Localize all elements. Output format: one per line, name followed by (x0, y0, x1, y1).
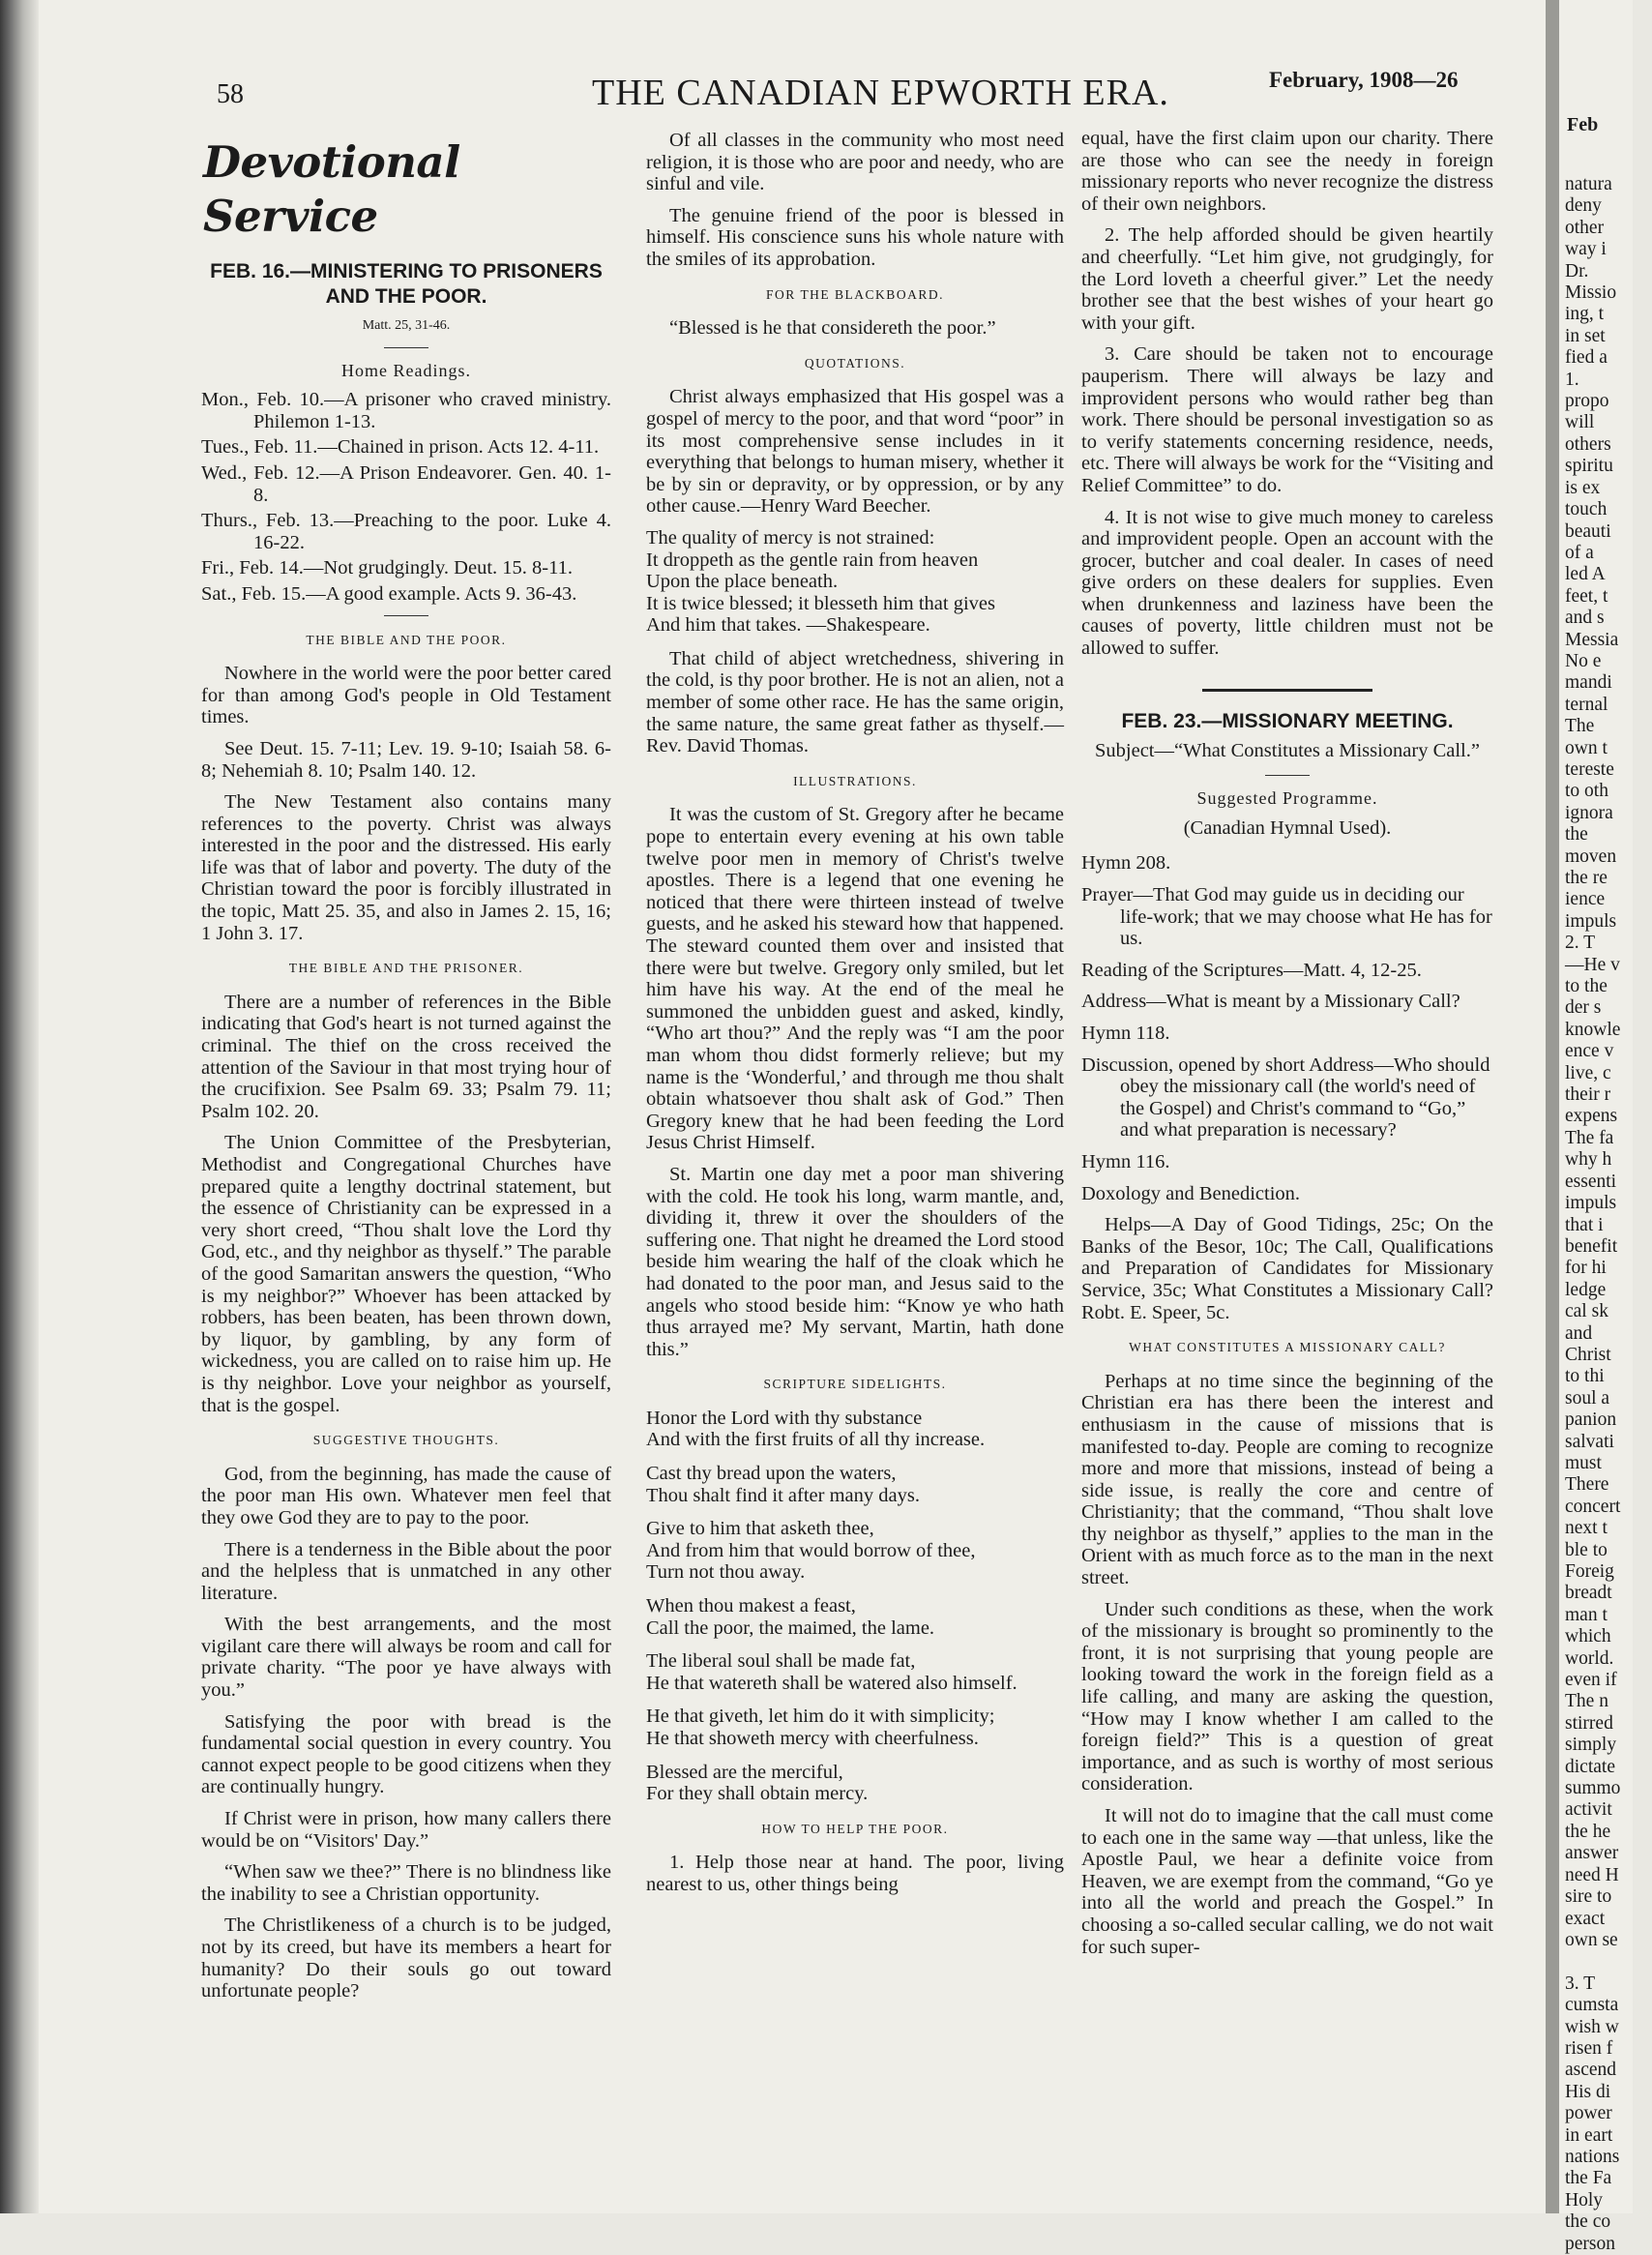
adjacent-line-fragment: essenti (1565, 1171, 1617, 1192)
subhead-what-constitutes: WHAT CONSTITUTES A MISSIONARY CALL? (1129, 1340, 1446, 1355)
paragraph: If Christ were in prison, how many callers there would be on “Visitors' Day.” (201, 1808, 611, 1852)
adjacent-line-fragment: cal sk (1565, 1301, 1608, 1322)
paragraph: The genuine friend of the poor is blessed in himself. His conscience suns his whole nature with the smiles of its approbation. (646, 204, 1064, 270)
adjacent-line-fragment: fied a (1565, 347, 1608, 369)
paragraph: It was the custom of St. Gregory after he became pope to entertain every evening at his own table twelve poor men in memory of Christ's twelve apostles. There is a legend that one evening he noticed that there were thirteen instead of twelve guests, and he asked his steward how that happened. The steward counted them over and insisted that there were but twelve. Gregory only smiled, but let him have his way. At the end of the meal he summoned the unbidden guest and asked, kindly, “Who art thou?” And the reply was “I am the poor man whom thou didst formerly relieve; but my name is the ‘Wonderful,’ and through me thou shalt obtain whatsoever thou shalt ask of God.” Then Gregory knew that he had been feeding the Lord Jesus Christ Himself. (646, 804, 1064, 1154)
programme-title: Suggested Programme. (1196, 788, 1378, 809)
adjacent-line-fragment: led A (1565, 564, 1606, 585)
subhead-quotations: QUOTATIONS. (804, 355, 906, 371)
adjacent-line-fragment: their r (1565, 1084, 1611, 1106)
adjacent-line-fragment: expens (1565, 1106, 1618, 1127)
adjacent-line-fragment: the he (1565, 1821, 1611, 1842)
verse-line: He that giveth, let him do it with simplicity; (646, 1706, 995, 1728)
paragraph: St. Martin one day met a poor man shivering with the cold. He took his long, warm mantle, and, dividing it, threw it over the shoulders of the suffering one. That night he dreamed the Lord stood beside him wearing the half of the cloak which he had donated to the poor man, and Jesus said to the angels who stood beside him: “Know ye who hath thus arrayed me? My servant, Martin, hath done this.” (646, 1163, 1064, 1360)
paragraph: With the best arrangements, and the most vigilant care there will always be room and call for private charity. “The poor ye have always with you.” (201, 1614, 611, 1702)
subhead-bible-prisoner: THE BIBLE AND THE PRISONER. (288, 961, 524, 976)
reading-item: Thurs., Feb. 13.—Preaching to the poor. Luke 4. 16-22. (201, 510, 611, 553)
lesson-heading: FEB. 16.—MINISTERING TO PRISONERS AND THE POOR. (210, 260, 603, 308)
programme-list (1081, 852, 1493, 1204)
section-title: Devotional Service (203, 136, 460, 242)
adjacent-line-fragment: tereste (1565, 758, 1614, 780)
adjacent-line-fragment: and (1565, 1322, 1593, 1344)
paragraph: Satisfying the poor with bread is the fundamental social question in every country. You cannot expect people to be good citizens when they are continually hungry. (201, 1710, 611, 1798)
paragraph: The New Testament also contains many references to the poverty. Christ was always interested in the poor and the distressed. His early life was that of labor and poverty. The duty of the Christian toward the poor is forcibly illustrated in the topic, Matt 25. 35, and also in James 2. 15, 16; 1 John 3. 17. (201, 791, 611, 944)
adjacent-line-fragment: own t (1565, 737, 1608, 758)
paragraph: Under such conditions as these, when the work of the missionary is brought so prominently to the front, it is not surprising that young people are looking toward the work in the foreign field as a life calling, and many are asking the question, “How may I know whether I am called to the foreign field?” This is a question of great importance, and as such is worthy of most serious consideration. (1081, 1598, 1493, 1795)
poem-line: The quality of mercy is not strained: (646, 526, 935, 549)
lesson-reference: Matt. 25, 31-46. (362, 318, 451, 333)
verse-line: The liberal soul shall be made fat, (646, 1650, 916, 1673)
book-binding-shadow (0, 0, 39, 2213)
paragraph: equal, have the first claim upon our charity. There are those who can see the needy in foreign missionary reports who never recognize the distress of their own neighbors. (1081, 128, 1493, 215)
poem-line: It is twice blessed; it blesseth him that gives (646, 592, 995, 614)
adjacent-line-fragment: own se (1565, 1929, 1618, 1950)
paragraph: God, from the beginning, has made the cause of the poor man His own. Whatever men feel that they owe God they are to pay to the poor. (201, 1463, 611, 1528)
adjacent-line-fragment: The fa (1565, 1127, 1614, 1148)
paragraph: 4. It is not wise to give much money to careless and improvident people. Open an account with the grocer, butcher and coal dealer. In cases of need give orders on these dealers for supplies. Even when drunkenness and laziness have been the causes of poverty, little children must not be allowed to suffer. (1081, 506, 1493, 660)
short-rule (1265, 775, 1310, 776)
adjacent-line-fragment: 3. T (1565, 1973, 1596, 1994)
adjacent-line-fragment: cumsta (1565, 1995, 1619, 2016)
adjacent-line-fragment: power (1565, 2103, 1612, 2124)
home-readings-title: Home Readings. (341, 360, 471, 380)
programme-item: Prayer—That God may guide us in deciding our life-work; that we may choose what He has for us. (1081, 884, 1492, 950)
helps-paragraph: Helps—A Day of Good Tidings, 25c; On the Banks of the Besor, 10c; The Call, Qualifications and Preparation of Candidates for Missionary Service, 35c; What Constitutes a Missionary Call? Robt. E. Speer, 5c. (1081, 1214, 1493, 1323)
page-header (0, 68, 1546, 116)
adjacent-line-fragment: exact (1565, 1908, 1606, 1929)
adjacent-line-fragment: sire to (1565, 1886, 1612, 1908)
paragraph: 3. Care should be taken not to encourage pauperism. There will always be lazy and improvident persons who would rather beg than work. There should be personal investigation so as to verify statements concerning residence, needs, etc. There will always be work for the “Visiting and Relief Committee” to do. (1081, 343, 1493, 496)
section-divider (1202, 689, 1372, 692)
column-1 (201, 130, 611, 2012)
verse-line: Thou shalt find it after many days. (646, 1484, 920, 1506)
adjacent-line-fragment: why h (1565, 1149, 1612, 1171)
adjacent-line-fragment: ternal (1565, 694, 1608, 715)
verse-line: Cast thy bread upon the waters, (646, 1463, 897, 1485)
adjacent-line-fragment: beauti (1565, 520, 1611, 542)
adjacent-line-fragment: No e (1565, 650, 1602, 671)
adjacent-line-fragment: answer (1565, 1843, 1619, 1864)
subhead-illustrations: ILLUSTRATIONS. (793, 773, 917, 788)
adjacent-line-fragment: impuls (1565, 910, 1617, 932)
adjacent-line-fragment: moven (1565, 846, 1617, 867)
adjacent-line-fragment: wish w (1565, 2016, 1619, 2037)
adjacent-line-fragment: in eart (1565, 2124, 1613, 2146)
adjacent-line-fragment: risen f (1565, 2037, 1613, 2059)
adjacent-line-fragment: soul a (1565, 1387, 1610, 1409)
adjacent-line-fragment: There (1565, 1474, 1609, 1496)
adjacent-line-fragment: Messia (1565, 629, 1619, 650)
programme-item: Discussion, opened by short Address—Who should obey the missionary call (the world's need of the Gospel) and Christ's command to “Go,” and what preparation is necessary? (1081, 1053, 1490, 1142)
reading-item: Wed., Feb. 12.—A Prison Endeavorer. Gen. 40. 1-8. (201, 461, 611, 506)
adjacent-line-fragment: Missio (1565, 282, 1617, 304)
adjacent-line-fragment: The n (1565, 1691, 1608, 1712)
adjacent-line-fragment: dictate (1565, 1756, 1615, 1777)
subhead-help-poor: HOW TO HELP THE POOR. (761, 1821, 949, 1836)
adjacent-line-fragment: ience (1565, 889, 1606, 910)
page-gutter (1546, 0, 1559, 2213)
adjacent-line-fragment: Foreig (1565, 1561, 1614, 1582)
adjacent-text-fragments (1565, 174, 1652, 2255)
adjacent-line-fragment: of a (1565, 542, 1594, 563)
programme-item: Reading of the Scriptures—Matt. 4, 12-25. (1081, 959, 1422, 981)
adjacent-line-fragment: the (1565, 824, 1588, 846)
adjacent-line-fragment: must (1565, 1452, 1602, 1473)
adjacent-line-fragment: will (1565, 412, 1595, 433)
adjacent-line-fragment: and s (1565, 608, 1605, 629)
adjacent-line-fragment: simply (1565, 1735, 1617, 1756)
home-readings-list (201, 389, 611, 605)
programme-note: (Canadian Hymnal Used). (1183, 816, 1392, 839)
adjacent-line-fragment (1565, 1951, 1652, 1973)
paragraph: 1. Help those near at hand. The poor, living nearest to us, other things being (646, 1852, 1064, 1895)
adjacent-line-fragment: feet, t (1565, 585, 1608, 607)
poem-line: Upon the place beneath. (646, 571, 839, 593)
adjacent-line-fragment: salvati (1565, 1431, 1614, 1452)
adjacent-line-fragment: The (1565, 716, 1595, 737)
column-2 (646, 130, 1064, 1906)
adjacent-line-fragment: to oth (1565, 781, 1608, 802)
missionary-subject: Subject—“What Constitutes a Missionary Call.” (1095, 739, 1480, 761)
adjacent-line-fragment: impuls (1565, 1193, 1617, 1214)
adjacent-line-fragment: concert (1565, 1496, 1621, 1517)
paragraph: There is a tenderness in the Bible about the poor and the helpless that is unmatched in any other literature. (201, 1538, 611, 1604)
paragraph: There are a number of references in the Bible indicating that God's heart is not turned against the criminal. The thief on the cross received the attention of the Saviour in that most trying hour of the crucifixion. See Psalm 69. 33; Psalm 79. 11; Psalm 102. 20. (201, 991, 611, 1122)
reading-item: Sat., Feb. 15.—A good example. Acts 9. 36-43. (201, 582, 577, 605)
adjacent-line-fragment: nations (1565, 2146, 1620, 2167)
adjacent-line-fragment: activit (1565, 1799, 1612, 1821)
verse-line: For they shall obtain mercy. (646, 1783, 869, 1805)
column-3 (1081, 128, 1493, 1968)
adjacent-line-fragment: other (1565, 217, 1605, 238)
reading-item: Mon., Feb. 10.—A prisoner who craved ministry. Philemon 1-13. (201, 389, 611, 432)
quotation: Christ always emphasized that His gospel was a gospel of mercy to the poor, and that word “poor” in its most comprehensive sense includes in it everything that belongs to human misery, whether it be by sin or depravity, or by oppression, or by any other cause.—Henry Ward Beecher. (646, 386, 1064, 518)
subhead-bible-poor: THE BIBLE AND THE POOR. (306, 632, 507, 647)
adjacent-line-fragment: touch (1565, 499, 1608, 520)
paragraph: See Deut. 15. 7-11; Lev. 19. 9-10; Isaiah 58. 6-8; Nehemiah 8. 10; Psalm 140. 12. (201, 737, 611, 782)
paragraph: The Christlikeness of a church is to be judged, not by its creed, but have its members a heart for humanity? Do their souls go out toward unfortunate people? (201, 1914, 611, 2003)
adjacent-line-fragment: that i (1565, 1214, 1604, 1235)
paragraph: Perhaps at no time since the beginning of the Christian era has there been the interest and enthusiasm in the cause of missions that is manifested to-day. People are coming to recognize more and more that missions, instead of being a side issue, is really the core and centre of Christianity; that the command, “Thou shalt love thy neighbor as thyself,” applies to the man in the Orient with as much force as to the man in the next street. (1081, 1370, 1493, 1589)
programme-item: Address—What is meant by a Missionary Call? (1081, 991, 1460, 1013)
adjacent-line-fragment: is ex (1565, 477, 1601, 498)
adjacent-line-fragment: ble to (1565, 1539, 1608, 1560)
adjacent-line-fragment: Dr. (1565, 260, 1589, 282)
quotation: That child of abject wretchedness, shivering in the cold, is thy poor brother. He is not an alien, not a member of some other race. He has the same origin, the same nature, the same great father as thyself.—Rev. David Thomas. (646, 647, 1064, 757)
verse-line: He that watereth shall be watered also himself. (646, 1672, 1018, 1694)
adjacent-line-fragment: ence v (1565, 1041, 1614, 1062)
adjacent-line-fragment: live, c (1565, 1062, 1611, 1083)
adjacent-line-fragment: in set (1565, 325, 1606, 346)
subhead-suggestive: SUGGESTIVE THOUGHTS. (312, 1433, 500, 1448)
verse-line: Give to him that asketh thee, (646, 1518, 874, 1540)
adjacent-line-fragment: way i (1565, 239, 1607, 260)
adjacent-line-fragment: breadt (1565, 1583, 1612, 1604)
poem-line: And him that takes. —Shakespeare. (646, 614, 930, 637)
adjacent-line-fragment: others (1565, 433, 1611, 455)
adjacent-line-fragment: ledge (1565, 1279, 1607, 1300)
adjacent-line-fragment: deny (1565, 195, 1602, 217)
adjacent-line-fragment: Holy (1565, 2189, 1603, 2210)
adjacent-line-fragment: panion (1565, 1409, 1617, 1431)
adjacent-line-fragment: —He v (1565, 954, 1620, 975)
adjacent-line-fragment: the re (1565, 868, 1608, 888)
missionary-heading: FEB. 23.—MISSIONARY MEETING. (1121, 709, 1454, 732)
verse-line: And with the first fruits of all thy increase. (646, 1429, 986, 1451)
masthead-title: THE CANADIAN EPWORTH ERA. (592, 73, 1169, 113)
adjacent-line-fragment: even if (1565, 1670, 1617, 1691)
adjacent-line-fragment: need H (1565, 1864, 1619, 1885)
programme-item: Hymn 116. (1081, 1150, 1170, 1172)
adjacent-line-fragment: benefit (1565, 1235, 1618, 1257)
paragraph: It will not do to imagine that the call must come to each one in the same way —that unless, like the Apostle Paul, we hear a definite voice from Heaven, we are exempt from the command, “Go ye into all the world and preach the Gospel.” In choosing a so-called secular calling, we do not wait for such super- (1081, 1805, 1493, 1958)
verse-line: He that showeth mercy with cheerfulness. (646, 1728, 979, 1749)
verse-line: And from him that would borrow of thee, (646, 1539, 976, 1561)
adjacent-line-fragment: 1. (1565, 369, 1579, 390)
adjacent-line-fragment: propo (1565, 391, 1609, 412)
paragraph: Of all classes in the community who most need religion, it is those who are poor and needy, who are sinful and vile. (646, 130, 1064, 195)
adjacent-line-fragment: next t (1565, 1518, 1608, 1539)
adjacent-line-fragment: stirred (1565, 1712, 1613, 1734)
adjacent-line-fragment: person (1565, 2233, 1615, 2254)
programme-item: Doxology and Benediction. (1081, 1182, 1301, 1204)
adjacent-line-fragment: spiritu (1565, 456, 1613, 477)
verse-line: Call the poor, the maimed, the lame. (646, 1617, 935, 1639)
adjacent-line-fragment: to the (1565, 976, 1608, 997)
adjacent-line-fragment: ing, t (1565, 304, 1605, 325)
short-rule (384, 615, 428, 616)
adjacent-line-fragment: summo (1565, 1778, 1621, 1799)
adjacent-line-fragment: ascend (1565, 2060, 1617, 2081)
paragraph: “When saw we thee?” There is no blindness like the inability to see a Christian opportunity. (201, 1861, 611, 1905)
adjacent-line-fragment: knowle (1565, 1019, 1621, 1040)
adjacent-line-fragment: His di (1565, 2081, 1611, 2102)
adjacent-line-fragment: for hi (1565, 1258, 1607, 1279)
adjacent-line-fragment: world. (1565, 1647, 1614, 1669)
verse-line: Turn not thou away. (646, 1561, 806, 1584)
paragraph: Nowhere in the world were the poor better cared for than among God's people in Old Testament times. (201, 663, 611, 728)
blackboard-text: “Blessed is he that considereth the poor.” (669, 317, 996, 340)
verse-line: Blessed are the merciful, (646, 1761, 843, 1783)
adjacent-line-fragment: man t (1565, 1604, 1608, 1625)
poem-line: It droppeth as the gentle rain from heaven (646, 549, 979, 571)
adjacent-page-edge (1559, 0, 1633, 2254)
adjacent-line-fragment: 2. T (1565, 933, 1596, 954)
paragraph: 2. The help afforded should be given heartily and cheerfully. “Let him give, not grudgingly, for the Lord loveth a cheerful giver.” Let the needy brother see that the best wishes of your heart go with your gift. (1081, 224, 1493, 334)
paragraph: The Union Committee of the Presbyterian, Methodist and Congregational Churches have prepared quite a lengthy doctrinal statement, but the essence of Christianity can be expressed in a very short creed, “Thou shalt love the Lord thy God, etc., and thy neighbor as thyself.” The parable of the good Samaritan answers the question, “Who is my neighbor?” Whoever has been attacked by robbers, has been beaten, has been thrown down, by liquor, by gambling, by any form of wickedness, you are called on to raise him up. He is thy neighbor. Love your neighbor as yourself, that is the gospel. (201, 1132, 611, 1416)
programme-item: Hymn 208. (1081, 852, 1171, 875)
adjacent-line-fragment: which (1565, 1626, 1611, 1647)
verse-line: When thou makest a feast, (646, 1595, 856, 1617)
programme-item: Hymn 118. (1081, 1023, 1170, 1044)
adjacent-line-fragment: the co (1565, 2211, 1611, 2233)
subhead-sidelights: SCRIPTURE SIDELIGHTS. (763, 1377, 947, 1392)
adjacent-line-fragment: Christ (1565, 1344, 1611, 1365)
issue-dateline: February, 1908—26 (1269, 68, 1459, 92)
adjacent-line-fragment: der s (1565, 997, 1602, 1019)
reading-item: Fri., Feb. 14.—Not grudgingly. Deut. 15. 8-11. (201, 557, 573, 579)
adjacent-line-fragment: mandi (1565, 672, 1612, 694)
adjacent-line-fragment: natura (1565, 174, 1612, 194)
sidelights-block (646, 1408, 1064, 1805)
adjacent-line-fragment: ignora (1565, 802, 1613, 823)
short-rule (384, 347, 428, 348)
verse-line: Honor the Lord with thy substance (646, 1407, 923, 1429)
poem-block (646, 527, 1064, 637)
reading-item: Tues., Feb. 11.—Chained in prison. Acts 12. 4-11. (201, 436, 600, 459)
adjacent-line-fragment: to thi (1565, 1366, 1605, 1387)
subhead-blackboard: FOR THE BLACKBOARD. (766, 286, 944, 302)
adjacent-line-fragment: the Fa (1565, 2168, 1612, 2189)
adjacent-running-head: Feb (1567, 114, 1599, 135)
page-number: 58 (217, 79, 244, 109)
